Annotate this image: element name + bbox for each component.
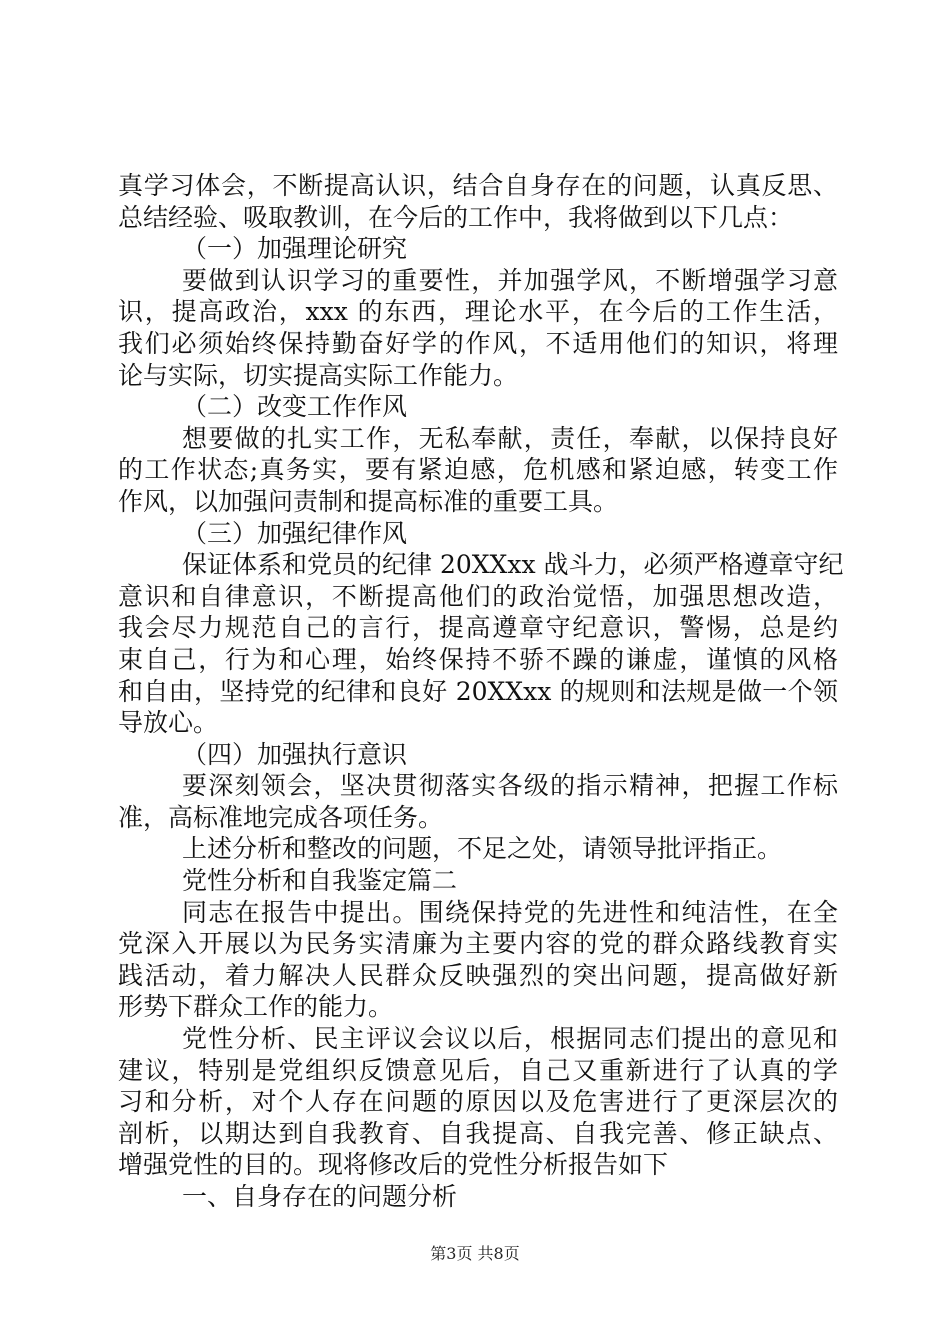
- text-line: 习和分析，对个人存在问题的原因以及危害进行了更深层次的: [118, 1087, 838, 1117]
- text-line: 作风，以加强问责制和提高标准的重要工具。: [118, 486, 619, 516]
- text-line: 形势下群众工作的能力。: [118, 992, 394, 1022]
- text-line: 要深刻领会，坚决贯彻落实各级的指示精神，把握工作标: [182, 771, 838, 801]
- text-line: 建议，特别是党组织反馈意见后，自己又重新进行了认真的学: [118, 1055, 838, 1085]
- text-line: （二）改变工作作风: [182, 392, 408, 422]
- text-line: （四）加强执行意识: [182, 739, 408, 769]
- text-line: 上述分析和整改的问题，不足之处，请领导批评指正。: [182, 834, 783, 864]
- text-line: 想要做的扎实工作，无私奉献，责任，奉献，以保持良好: [182, 423, 838, 453]
- text-line: 准，高标准地完成各项任务。: [118, 802, 444, 832]
- text-line: 党性分析和自我鉴定篇二: [182, 866, 458, 896]
- text-line: 保证体系和党员的纪律 20XXxx 战斗力，必须严格遵章守纪: [182, 550, 844, 580]
- text-line: 我会尽力规范自己的言行，提高遵章守纪意识，警惕，总是约: [118, 613, 838, 643]
- text-line: 增强党性的目的。现将修改后的党性分析报告如下: [118, 1150, 669, 1180]
- text-line: 识，提高政治，xxx 的东西，理论水平，在今后的工作生活，: [118, 297, 838, 327]
- text-line: 真学习体会，不断提高认识，结合自身存在的问题，认真反思、: [118, 171, 838, 200]
- text-line: 同志在报告中提出。围绕保持党的先进性和纯洁性，在全: [182, 897, 838, 927]
- text-line: 导放心。: [118, 708, 219, 738]
- text-line: 意识和自律意识，不断提高他们的政治觉悟，加强思想改造，: [118, 581, 838, 611]
- text-line: （一）加强理论研究: [182, 234, 408, 264]
- document-body: [118, 170, 844, 1213]
- text-line: 论与实际，切实提高实际工作能力。: [118, 360, 519, 390]
- page-footer: 第3页 共8页: [430, 1244, 520, 1263]
- text-line: 总结经验、吸取教训，在今后的工作中，我将做到以下几点：: [118, 202, 794, 232]
- text-line: （三）加强纪律作风: [182, 518, 408, 548]
- text-line: 束自己，行为和心理，始终保持不骄不躁的谦虚，谨慎的风格: [118, 644, 838, 674]
- text-line: 一、自身存在的问题分析: [182, 1182, 458, 1211]
- text-line: 践活动，着力解决人民群众反映强烈的突出问题，提高做好新: [118, 960, 838, 990]
- text-line: 党性分析、民主评议会议以后，根据同志们提出的意见和: [182, 1024, 838, 1054]
- text-line: 剖析，以期达到自我教育、自我提高、自我完善、修正缺点、: [118, 1118, 838, 1148]
- text-line: 要做到认识学习的重要性，并加强学风，不断增强学习意: [182, 265, 838, 295]
- text-line: 和自由，坚持党的纪律和良好 20XXxx 的规则和法规是做一个领: [118, 676, 838, 706]
- text-line: 党深入开展以为民务实清廉为主要内容的党的群众路线教育实: [118, 929, 838, 959]
- text-line: 我们必须始终保持勤奋好学的作风，不适用他们的知识，将理: [118, 328, 838, 358]
- text-line: 的工作状态;真务实，要有紧迫感，危机感和紧迫感，转变工作: [118, 455, 838, 485]
